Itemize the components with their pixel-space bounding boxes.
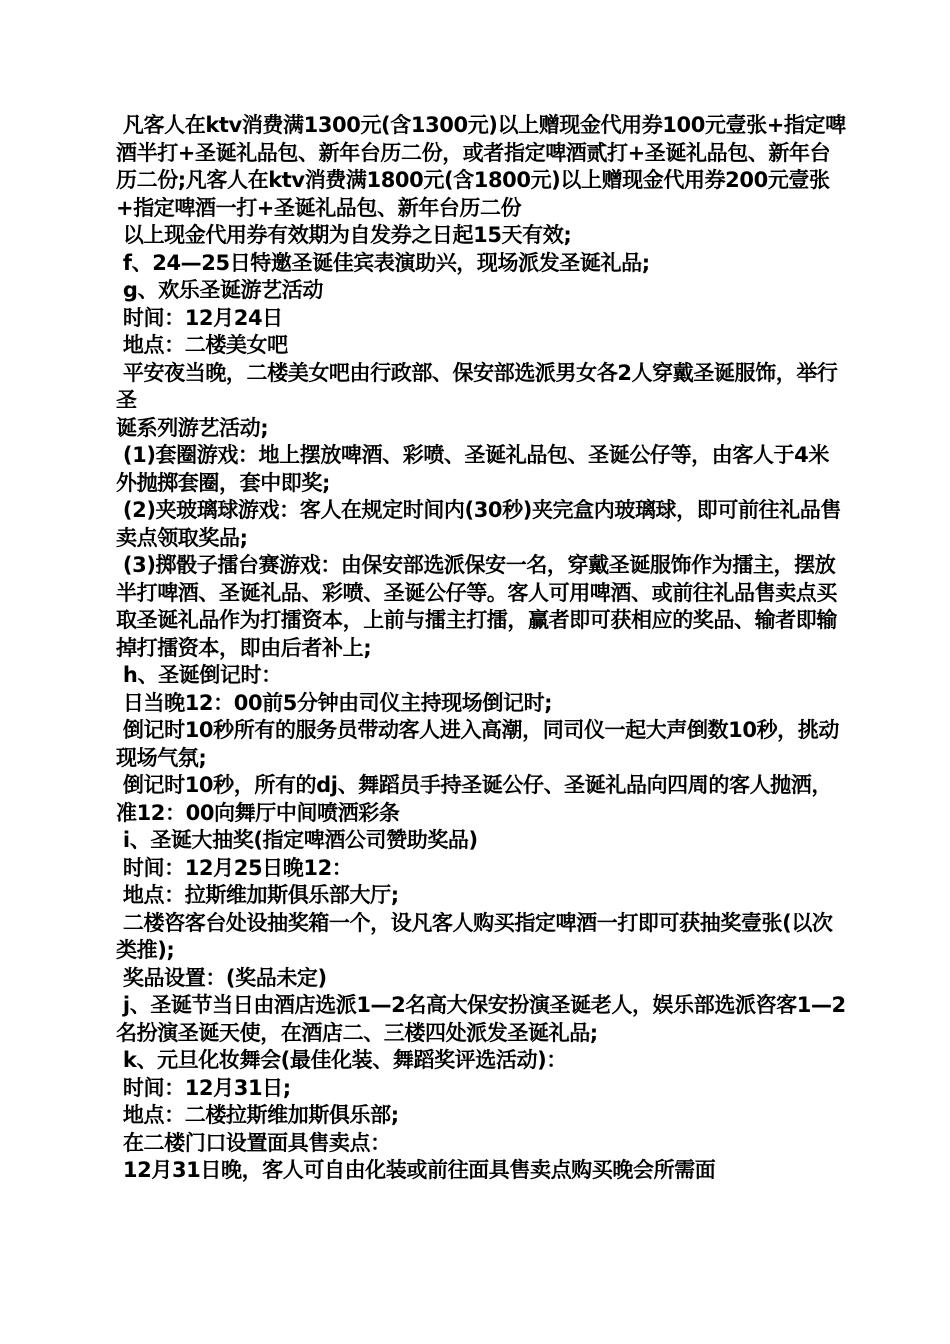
paragraph-h-3: 倒记时10秒，所有的dj、舞蹈员手持圣诞公仔、圣诞礼品向四周的客人抛洒，准12：00向舞厅中间喷洒彩条 [116,773,832,825]
document-body [116,112,846,1185]
paragraph-k-location: 地点：二楼拉斯维加斯俱乐部; [116,1103,399,1127]
heading-item-h: h、圣诞倒记时： [116,663,282,687]
paragraph-game-3: (3)掷骰子擂台赛游戏：由保安部选派保安一名，穿戴圣诞服饰作为擂主，摆放半打啤酒、圣诞礼品、彩喷、圣诞公仔等。客人可用啤酒、或前往礼品售卖点买取圣诞礼品作为打擂资本，上前与擂主打擂，赢者即可获相应的奖品、输者即输掉打擂资本，即由后者补上; [116,553,837,660]
heading-item-g: g、欢乐圣诞游艺活动 [116,278,323,302]
paragraph-item-f: f、24—25日特邀圣诞佳宾表演助兴，现场派发圣诞礼品; [116,250,650,275]
paragraph-game-1: (1)套圈游戏：地上摆放啤酒、彩喷、圣诞礼品包、圣诞公仔等，由客人于4米外抛掷套圈，套中即奖; [116,443,829,495]
heading-item-k: k、元旦化妆舞会(最佳化装、舞蹈奖评选活动)： [116,1048,567,1072]
paragraph-g-description: 平安夜当晚，二楼美女吧由行政部、保安部选派男女各2人穿戴圣诞服饰，举行圣 [116,360,838,412]
paragraph-game-2: (2)夹玻璃球游戏：客人在规定时间内(30秒)夹完盒内玻璃球，即可前往礼品售卖点领取奖品; [116,498,841,550]
paragraph-h-1: 日当晚12：00前5分钟由司仪主持现场倒记时; [116,690,553,715]
paragraph-g-location: 地点：二楼美女吧 [116,333,288,357]
paragraph-h-2: 倒记时10秒所有的服务员带动客人进入高潮，同司仪一起大声倒数10秒，挑动现场气氛; [116,718,839,770]
paragraph-k-costume: 12月31日晚，客人可自由化装或前往面具售卖点购买晚会所需面 [116,1158,716,1182]
paragraph-i-prizes: 奖品设置：(奖品未定) [116,965,327,990]
paragraph-i-lottery-box: 二楼咨客台处设抽奖箱一个，设凡客人购买指定啤酒一打即可获抽奖壹张(以次类推); [116,910,833,962]
paragraph-g-time: 时间：12月24日 [116,305,283,330]
paragraph-i-time: 时间：12月25日晚12： [116,855,353,880]
paragraph-k-time: 时间：12月31日; [116,1075,291,1100]
paragraph-g-description-cont: 诞系列游艺活动; [116,415,269,440]
heading-item-i: i、圣诞大抽奖(指定啤酒公司赞助奖品) [116,828,478,852]
paragraph-ktv-promotion: 凡客人在ktv消费满1300元(含1300元)以上赠现金代用券100元壹张+指定啤酒半打+圣诞礼品包、新年台历二份，或者指定啤酒贰打+圣诞礼品包、新年台历二份;凡客人在ktv消费满1800元(含1800元)以上赠现金代用券200元壹张+指定啤酒一打+圣诞礼品包、新年台历二份 [116,113,846,220]
paragraph-voucher-validity: 以上现金代用券有效期为自发券之日起15天有效; [116,223,572,247]
paragraph-item-j: j、圣诞节当日由酒店选派1—2名高大保安扮演圣诞老人，娱乐部选派咨客1—2名扮演圣诞天使，在酒店二、三楼四处派发圣诞礼品; [116,993,846,1045]
paragraph-i-location: 地点：拉斯维加斯俱乐部大厅; [116,883,399,907]
paragraph-k-mask-stall: 在二楼门口设置面具售卖点： [116,1130,391,1155]
